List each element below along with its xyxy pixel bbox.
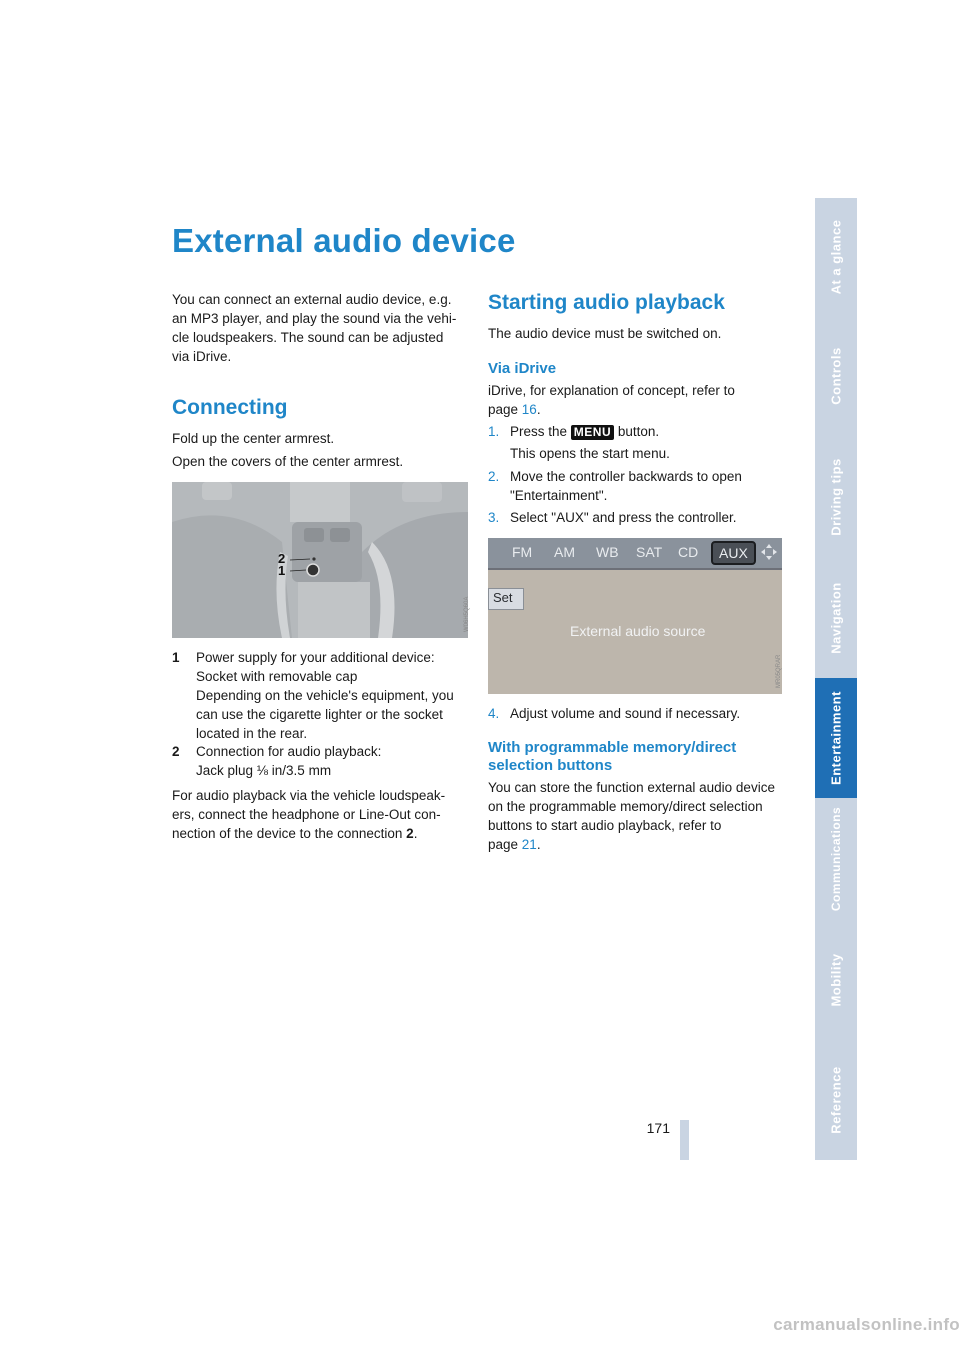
page-link-16[interactable]: 16 <box>521 402 537 417</box>
figure-code: W06H5Q60A <box>464 596 470 632</box>
tab-entertainment[interactable] <box>815 678 857 800</box>
connecting-heading: Connecting <box>172 396 288 419</box>
legend-item-2 <box>172 742 468 782</box>
period: . <box>536 402 541 417</box>
watermark: carmanualsonline.info <box>773 1315 960 1334</box>
section-tabs <box>815 198 857 1160</box>
step-2 <box>488 467 784 507</box>
tab-at-a-glance[interactable] <box>815 198 857 318</box>
menu-item-aux-selected: AUX <box>711 541 756 565</box>
legend-line: Depending on the vehicle's equipment, you <box>196 688 454 703</box>
heading-line: With programmable memory/direct <box>488 739 737 756</box>
direction-arrows-icon <box>760 543 778 561</box>
playback-line: ers, connect the headphone or Line-Out con- <box>172 807 441 822</box>
legend-item-1 <box>172 648 468 744</box>
tab-communications[interactable] <box>815 798 857 922</box>
page-title: External audio device <box>172 222 516 259</box>
tab-label: Mobility <box>828 953 844 1007</box>
tab-mobility[interactable] <box>815 920 857 1042</box>
figure-code: MR05QRAR <box>776 654 782 688</box>
intro-paragraph <box>172 290 468 366</box>
page-number-bar <box>680 1120 689 1160</box>
connection-ref: 2 <box>406 826 414 841</box>
playback-line <box>172 824 468 843</box>
tab-label: Driving tips <box>828 458 844 536</box>
tab-label: Navigation <box>828 582 844 654</box>
set-label: Set <box>493 590 513 605</box>
step-line <box>510 422 780 441</box>
legend-line: Socket with removable cap <box>196 669 358 684</box>
intro-line: via iDrive. <box>172 349 232 364</box>
callout-label-2: 2 <box>278 551 286 566</box>
page-number: 171 <box>646 1120 670 1136</box>
paragraph-line <box>488 835 784 854</box>
menu-item-sat: SAT <box>636 544 663 560</box>
intro-line: You can connect an external audio device, e.g. <box>172 292 452 307</box>
legend-number: 1 <box>172 650 180 665</box>
callout-label-1: 1 <box>278 563 286 578</box>
period: . <box>536 837 541 852</box>
legend-line: can use the cigarette lighter or the socket <box>196 707 443 722</box>
step-4 <box>488 704 784 724</box>
switched-on-text: The audio device must be switched on. <box>488 326 722 341</box>
step-text: Press the <box>510 424 571 439</box>
reference-line <box>488 400 784 419</box>
step-number: 1. <box>488 424 500 439</box>
menu-item-am: AM <box>554 544 575 560</box>
step-3 <box>488 508 784 528</box>
heading-line: selection buttons <box>488 757 613 774</box>
step-number: 2. <box>488 469 500 484</box>
reference-line: iDrive, for explanation of concept, refer to <box>488 383 735 398</box>
armrest-photo <box>172 482 468 638</box>
playback-line: For audio playback via the vehicle loudspeak- <box>172 788 446 803</box>
menu-item-wb: WB <box>596 544 619 560</box>
step-text: button. <box>614 424 660 439</box>
paragraph-line: You can store the function external audio device <box>488 780 775 795</box>
paragraph-line: on the programmable memory/direct selection <box>488 799 763 814</box>
programmable-heading <box>488 739 784 775</box>
legend-line: Jack plug ⅛ in/3.5 mm <box>196 763 332 778</box>
tab-navigation[interactable] <box>815 558 857 680</box>
external-audio-source-text: External audio source <box>570 623 706 639</box>
armrest-illustration <box>172 482 468 638</box>
idrive-reference <box>488 381 784 419</box>
menu-bar-divider <box>488 568 782 570</box>
programmable-paragraph <box>488 778 784 854</box>
step-line: Select "AUX" and press the controller. <box>510 510 737 525</box>
playback-line-text: nection of the device to the connection <box>172 826 407 841</box>
step-line: "Entertainment". <box>510 488 608 503</box>
tab-label: At a glance <box>828 219 844 295</box>
starting-heading: Starting audio playback <box>488 291 725 314</box>
open-covers-text: Open the covers of the center armrest. <box>172 454 404 469</box>
tab-label: Entertainment <box>828 691 844 785</box>
step-1 <box>488 422 784 462</box>
step-number: 4. <box>488 706 500 721</box>
legend-line: Power supply for your additional device: <box>196 650 435 665</box>
idrive-screen-image <box>488 538 782 694</box>
menu-key-icon: MENU <box>571 425 614 440</box>
intro-line: an MP3 player, and play the sound via the vehi- <box>172 311 457 326</box>
page-word: page <box>488 837 522 852</box>
menu-item-fm: FM <box>512 544 533 560</box>
tab-label: Controls <box>828 347 844 405</box>
intro-line: cle loudspeakers. The sound can be adjusted <box>172 330 444 345</box>
step-number: 3. <box>488 510 500 525</box>
tab-label: Communications <box>829 806 843 912</box>
step-subtext: This opens the start menu. <box>510 446 670 461</box>
tab-controls[interactable] <box>815 316 857 438</box>
tab-reference[interactable] <box>815 1040 857 1162</box>
period: . <box>413 826 418 841</box>
step-line: Adjust volume and sound if necessary. <box>510 706 741 721</box>
step-line: Move the controller backwards to open <box>510 469 742 484</box>
legend-number: 2 <box>172 744 180 759</box>
page-link-21[interactable]: 21 <box>521 837 537 852</box>
playback-paragraph <box>172 786 468 843</box>
via-idrive-heading: Via iDrive <box>488 360 557 377</box>
paragraph-line: buttons to start audio playback, refer to <box>488 818 722 833</box>
menu-item-cd: CD <box>678 544 699 560</box>
tab-label: Reference <box>828 1066 844 1134</box>
fold-armrest-text: Fold up the center armrest. <box>172 431 335 446</box>
legend-line: located in the rear. <box>196 726 308 741</box>
tab-driving-tips[interactable] <box>815 436 857 560</box>
legend-line: Connection for audio playback: <box>196 744 382 759</box>
page-word: page <box>488 402 522 417</box>
